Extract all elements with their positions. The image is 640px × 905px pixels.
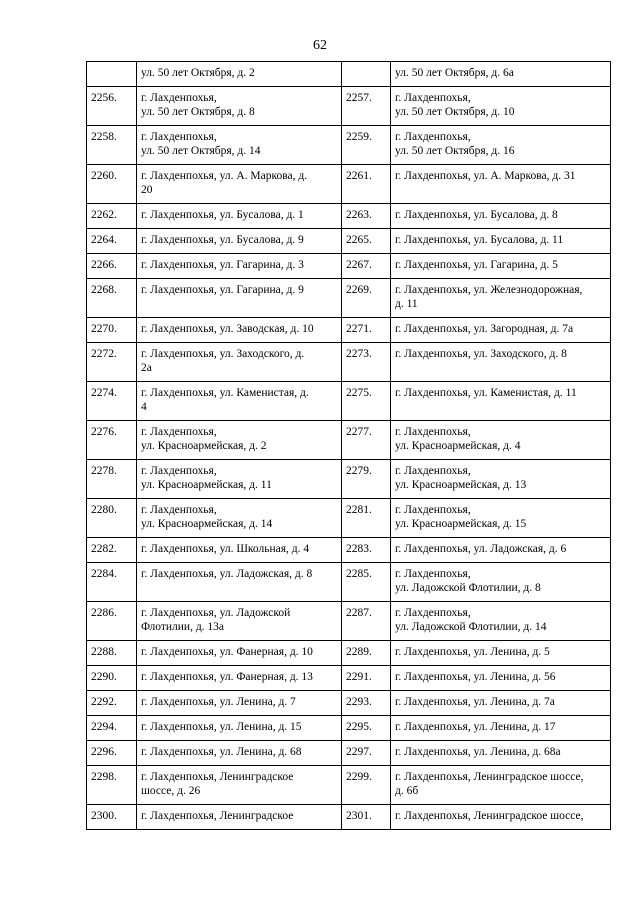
address-line: г. Лахденпохья, bbox=[141, 504, 217, 516]
entry-address bbox=[391, 343, 611, 382]
address-line: ул. 50 лет Октября, д. 10 bbox=[395, 106, 515, 118]
address-line: г. Лахденпохья, ул. Ладожской bbox=[141, 607, 291, 619]
entry-number: 2288. bbox=[87, 641, 137, 666]
table-row bbox=[87, 229, 611, 254]
table-row bbox=[87, 563, 611, 602]
address-line: г. Лахденпохья, bbox=[141, 426, 217, 438]
address-line: г. Лахденпохья, ул. Заводская, д. 10 bbox=[141, 323, 314, 335]
entry-address bbox=[137, 204, 342, 229]
entry-address bbox=[137, 254, 342, 279]
address-line: ул. Красноармейская, д. 11 bbox=[141, 479, 272, 491]
table-row bbox=[87, 279, 611, 318]
entry-number: 2278. bbox=[87, 460, 137, 499]
entry-number: 2295. bbox=[342, 716, 391, 741]
entry-number: 2282. bbox=[87, 538, 137, 563]
address-line: г. Лахденпохья, Ленинградское bbox=[141, 810, 294, 822]
entry-number: 2279. bbox=[342, 460, 391, 499]
entry-address bbox=[137, 499, 342, 538]
address-line: г. Лахденпохья, ул. Загородная, д. 7а bbox=[395, 323, 574, 335]
entry-address bbox=[137, 382, 342, 421]
entry-address bbox=[137, 126, 342, 165]
entry-address bbox=[391, 563, 611, 602]
entry-number: 2281. bbox=[342, 499, 391, 538]
entry-number: 2285. bbox=[342, 563, 391, 602]
entry-address bbox=[391, 641, 611, 666]
address-line: д. 6б bbox=[395, 785, 419, 797]
address-line: г. Лахденпохья, Ленинградское шоссе, bbox=[395, 810, 584, 822]
entry-address bbox=[137, 279, 342, 318]
address-line: г. Лахденпохья, ул. Каменистая, д. bbox=[141, 387, 309, 399]
table-row bbox=[87, 87, 611, 126]
entry-number: 2259. bbox=[342, 126, 391, 165]
address-line: г. Лахденпохья, bbox=[141, 465, 217, 477]
entry-address bbox=[391, 602, 611, 641]
address-line: 2а bbox=[141, 362, 152, 374]
address-line: ул. 50 лет Октября, д. 16 bbox=[395, 145, 515, 157]
entry-number: 2298. bbox=[87, 766, 137, 805]
entry-address bbox=[137, 460, 342, 499]
address-line: г. Лахденпохья, ул. Гагарина, д. 9 bbox=[141, 284, 304, 296]
table-row bbox=[87, 204, 611, 229]
table-row bbox=[87, 766, 611, 805]
entry-address bbox=[391, 538, 611, 563]
address-line: шоссе, д. 26 bbox=[141, 785, 201, 797]
entry-number: 2280. bbox=[87, 499, 137, 538]
address-line: г. Лахденпохья, bbox=[395, 504, 471, 516]
address-line: ул. Красноармейская, д. 14 bbox=[141, 518, 273, 530]
address-line: г. Лахденпохья, bbox=[395, 92, 471, 104]
entry-address bbox=[137, 766, 342, 805]
address-line: г. Лахденпохья, ул. Ладожская, д. 6 bbox=[395, 543, 567, 555]
entry-number: 2268. bbox=[87, 279, 137, 318]
table-row bbox=[87, 421, 611, 460]
entry-address bbox=[391, 716, 611, 741]
address-line: ул. Красноармейская, д. 13 bbox=[395, 479, 527, 491]
entry-address bbox=[137, 538, 342, 563]
entry-address bbox=[391, 691, 611, 716]
entry-address bbox=[391, 421, 611, 460]
address-table-body bbox=[87, 62, 611, 830]
address-line: г. Лахденпохья, bbox=[395, 568, 471, 580]
address-line: 4 bbox=[141, 401, 147, 413]
entry-number: 2261. bbox=[342, 165, 391, 204]
entry-number: 2275. bbox=[342, 382, 391, 421]
entry-number: 2297. bbox=[342, 741, 391, 766]
entry-address bbox=[137, 741, 342, 766]
table-row bbox=[87, 62, 611, 87]
entry-number: 2283. bbox=[342, 538, 391, 563]
table-row bbox=[87, 165, 611, 204]
entry-address bbox=[137, 318, 342, 343]
entry-address bbox=[137, 229, 342, 254]
entry-address bbox=[391, 62, 611, 87]
table-row bbox=[87, 602, 611, 641]
entry-number: 2270. bbox=[87, 318, 137, 343]
table-row bbox=[87, 641, 611, 666]
entry-number: 2271. bbox=[342, 318, 391, 343]
address-line: ул. Ладожской Флотилии, д. 8 bbox=[395, 582, 541, 594]
entry-number: 2292. bbox=[87, 691, 137, 716]
address-line: г. Лахденпохья, ул. Каменистая, д. 11 bbox=[395, 387, 577, 399]
address-line: г. Лахденпохья, ул. Ленина, д. 56 bbox=[395, 671, 556, 683]
address-line: г. Лахденпохья, ул. Ленина, д. 7 bbox=[141, 696, 296, 708]
table-row bbox=[87, 538, 611, 563]
address-line: г. Лахденпохья, bbox=[395, 607, 471, 619]
address-line: ул. Красноармейская, д. 15 bbox=[395, 518, 527, 530]
entry-address bbox=[137, 563, 342, 602]
address-line: ул. 50 лет Октября, д. 14 bbox=[141, 145, 261, 157]
entry-number: 2287. bbox=[342, 602, 391, 641]
entry-number: 2258. bbox=[87, 126, 137, 165]
entry-address bbox=[137, 602, 342, 641]
entry-address bbox=[391, 279, 611, 318]
entry-number: 2294. bbox=[87, 716, 137, 741]
entry-address bbox=[391, 318, 611, 343]
address-line: г. Лахденпохья, ул. Ленина, д. 68а bbox=[395, 746, 561, 758]
address-line: г. Лахденпохья, ул. А. Маркова, д. bbox=[141, 170, 308, 182]
address-line: Флотилии, д. 13а bbox=[141, 621, 225, 633]
entry-address bbox=[137, 805, 342, 830]
entry-number: 2291. bbox=[342, 666, 391, 691]
entry-address bbox=[137, 165, 342, 204]
address-line: г. Лахденпохья, ул. Бусалова, д. 1 bbox=[141, 209, 304, 221]
address-line: г. Лахденпохья, ул. Ладожская, д. 8 bbox=[141, 568, 313, 580]
entry-number: 2267. bbox=[342, 254, 391, 279]
address-line: г. Лахденпохья, bbox=[395, 465, 471, 477]
address-line: г. Лахденпохья, bbox=[395, 426, 471, 438]
address-line: г. Лахденпохья, ул. Бусалова, д. 9 bbox=[141, 234, 304, 246]
entry-number: 2256. bbox=[87, 87, 137, 126]
table-row bbox=[87, 741, 611, 766]
address-line: г. Лахденпохья, ул. Ленина, д. 5 bbox=[395, 646, 550, 658]
address-line: г. Лахденпохья, ул. Бусалова, д. 8 bbox=[395, 209, 558, 221]
address-line: г. Лахденпохья, ул. А. Маркова, д. 31 bbox=[395, 170, 576, 182]
table-row bbox=[87, 691, 611, 716]
entry-address bbox=[137, 421, 342, 460]
address-table bbox=[86, 61, 611, 830]
entry-address bbox=[391, 204, 611, 229]
address-line: г. Лахденпохья, ул. Ленина, д. 68 bbox=[141, 746, 302, 758]
address-line: ул. Красноармейская, д. 2 bbox=[141, 440, 267, 452]
address-line: г. Лахденпохья, bbox=[141, 131, 217, 143]
entry-number: 2277. bbox=[342, 421, 391, 460]
address-line: г. Лахденпохья, ул. Ленина, д. 17 bbox=[395, 721, 556, 733]
entry-number: 2301. bbox=[342, 805, 391, 830]
address-line: г. Лахденпохья, Ленинградское шоссе, bbox=[395, 771, 584, 783]
entry-number: 2272. bbox=[87, 343, 137, 382]
entry-number: 2284. bbox=[87, 563, 137, 602]
entry-number bbox=[342, 62, 391, 87]
address-line: г. Лахденпохья, ул. Бусалова, д. 11 bbox=[395, 234, 564, 246]
entry-number bbox=[87, 62, 137, 87]
entry-address bbox=[137, 343, 342, 382]
entry-number: 2286. bbox=[87, 602, 137, 641]
address-line: г. Лахденпохья, ул. Гагарина, д. 3 bbox=[141, 259, 304, 271]
entry-address bbox=[391, 460, 611, 499]
entry-number: 2262. bbox=[87, 204, 137, 229]
address-line: г. Лахденпохья, ул. Ленина, д. 15 bbox=[141, 721, 302, 733]
address-line: г. Лахденпохья, bbox=[395, 131, 471, 143]
table-row bbox=[87, 126, 611, 165]
address-line: г. Лахденпохья, Ленинградское bbox=[141, 771, 294, 783]
address-line: д. 11 bbox=[395, 298, 418, 310]
address-line: ул. 50 лет Октября, д. 2 bbox=[141, 67, 255, 79]
address-line: 20 bbox=[141, 184, 153, 196]
entry-address bbox=[391, 165, 611, 204]
entry-address bbox=[391, 741, 611, 766]
address-line: г. Лахденпохья, bbox=[141, 92, 217, 104]
entry-address bbox=[391, 254, 611, 279]
entry-address bbox=[137, 641, 342, 666]
table-row bbox=[87, 254, 611, 279]
entry-number: 2269. bbox=[342, 279, 391, 318]
entry-address bbox=[391, 805, 611, 830]
entry-address bbox=[137, 87, 342, 126]
table-row bbox=[87, 666, 611, 691]
page-number: 62 bbox=[313, 38, 327, 53]
entry-number: 2300. bbox=[87, 805, 137, 830]
entry-number: 2276. bbox=[87, 421, 137, 460]
address-line: г. Лахденпохья, ул. Железнодорожная, bbox=[395, 284, 583, 296]
table-row bbox=[87, 343, 611, 382]
entry-number: 2274. bbox=[87, 382, 137, 421]
entry-address bbox=[137, 716, 342, 741]
entry-address bbox=[391, 229, 611, 254]
entry-address bbox=[391, 87, 611, 126]
table-row bbox=[87, 382, 611, 421]
entry-number: 2266. bbox=[87, 254, 137, 279]
entry-number: 2263. bbox=[342, 204, 391, 229]
address-line: ул. 50 лет Октября, д. 6а bbox=[395, 67, 514, 79]
address-line: г. Лахденпохья, ул. Ленина, д. 7а bbox=[395, 696, 555, 708]
entry-address bbox=[391, 126, 611, 165]
entry-address bbox=[391, 766, 611, 805]
address-line: ул. Красноармейская, д. 4 bbox=[395, 440, 521, 452]
entry-address bbox=[391, 382, 611, 421]
entry-number: 2290. bbox=[87, 666, 137, 691]
entry-number: 2296. bbox=[87, 741, 137, 766]
table-row bbox=[87, 499, 611, 538]
table-row bbox=[87, 716, 611, 741]
entry-address bbox=[137, 666, 342, 691]
address-line: ул. Ладожской Флотилии, д. 14 bbox=[395, 621, 547, 633]
entry-number: 2260. bbox=[87, 165, 137, 204]
entry-number: 2265. bbox=[342, 229, 391, 254]
entry-number: 2257. bbox=[342, 87, 391, 126]
entry-address bbox=[391, 499, 611, 538]
table-row bbox=[87, 805, 611, 830]
entry-address bbox=[391, 666, 611, 691]
entry-address bbox=[137, 62, 342, 87]
address-line: г. Лахденпохья, ул. Заходского, д. bbox=[141, 348, 305, 360]
table-row bbox=[87, 318, 611, 343]
entry-number: 2273. bbox=[342, 343, 391, 382]
table-row bbox=[87, 460, 611, 499]
address-line: г. Лахденпохья, ул. Фанерная, д. 10 bbox=[141, 646, 313, 658]
address-line: ул. 50 лет Октября, д. 8 bbox=[141, 106, 255, 118]
entry-number: 2264. bbox=[87, 229, 137, 254]
address-line: г. Лахденпохья, ул. Гагарина, д. 5 bbox=[395, 259, 558, 271]
address-line: г. Лахденпохья, ул. Фанерная, д. 13 bbox=[141, 671, 313, 683]
entry-address bbox=[137, 691, 342, 716]
address-line: г. Лахденпохья, ул. Школьная, д. 4 bbox=[141, 543, 310, 555]
address-line: г. Лахденпохья, ул. Заходского, д. 8 bbox=[395, 348, 567, 360]
entry-number: 2293. bbox=[342, 691, 391, 716]
entry-number: 2299. bbox=[342, 766, 391, 805]
entry-number: 2289. bbox=[342, 641, 391, 666]
